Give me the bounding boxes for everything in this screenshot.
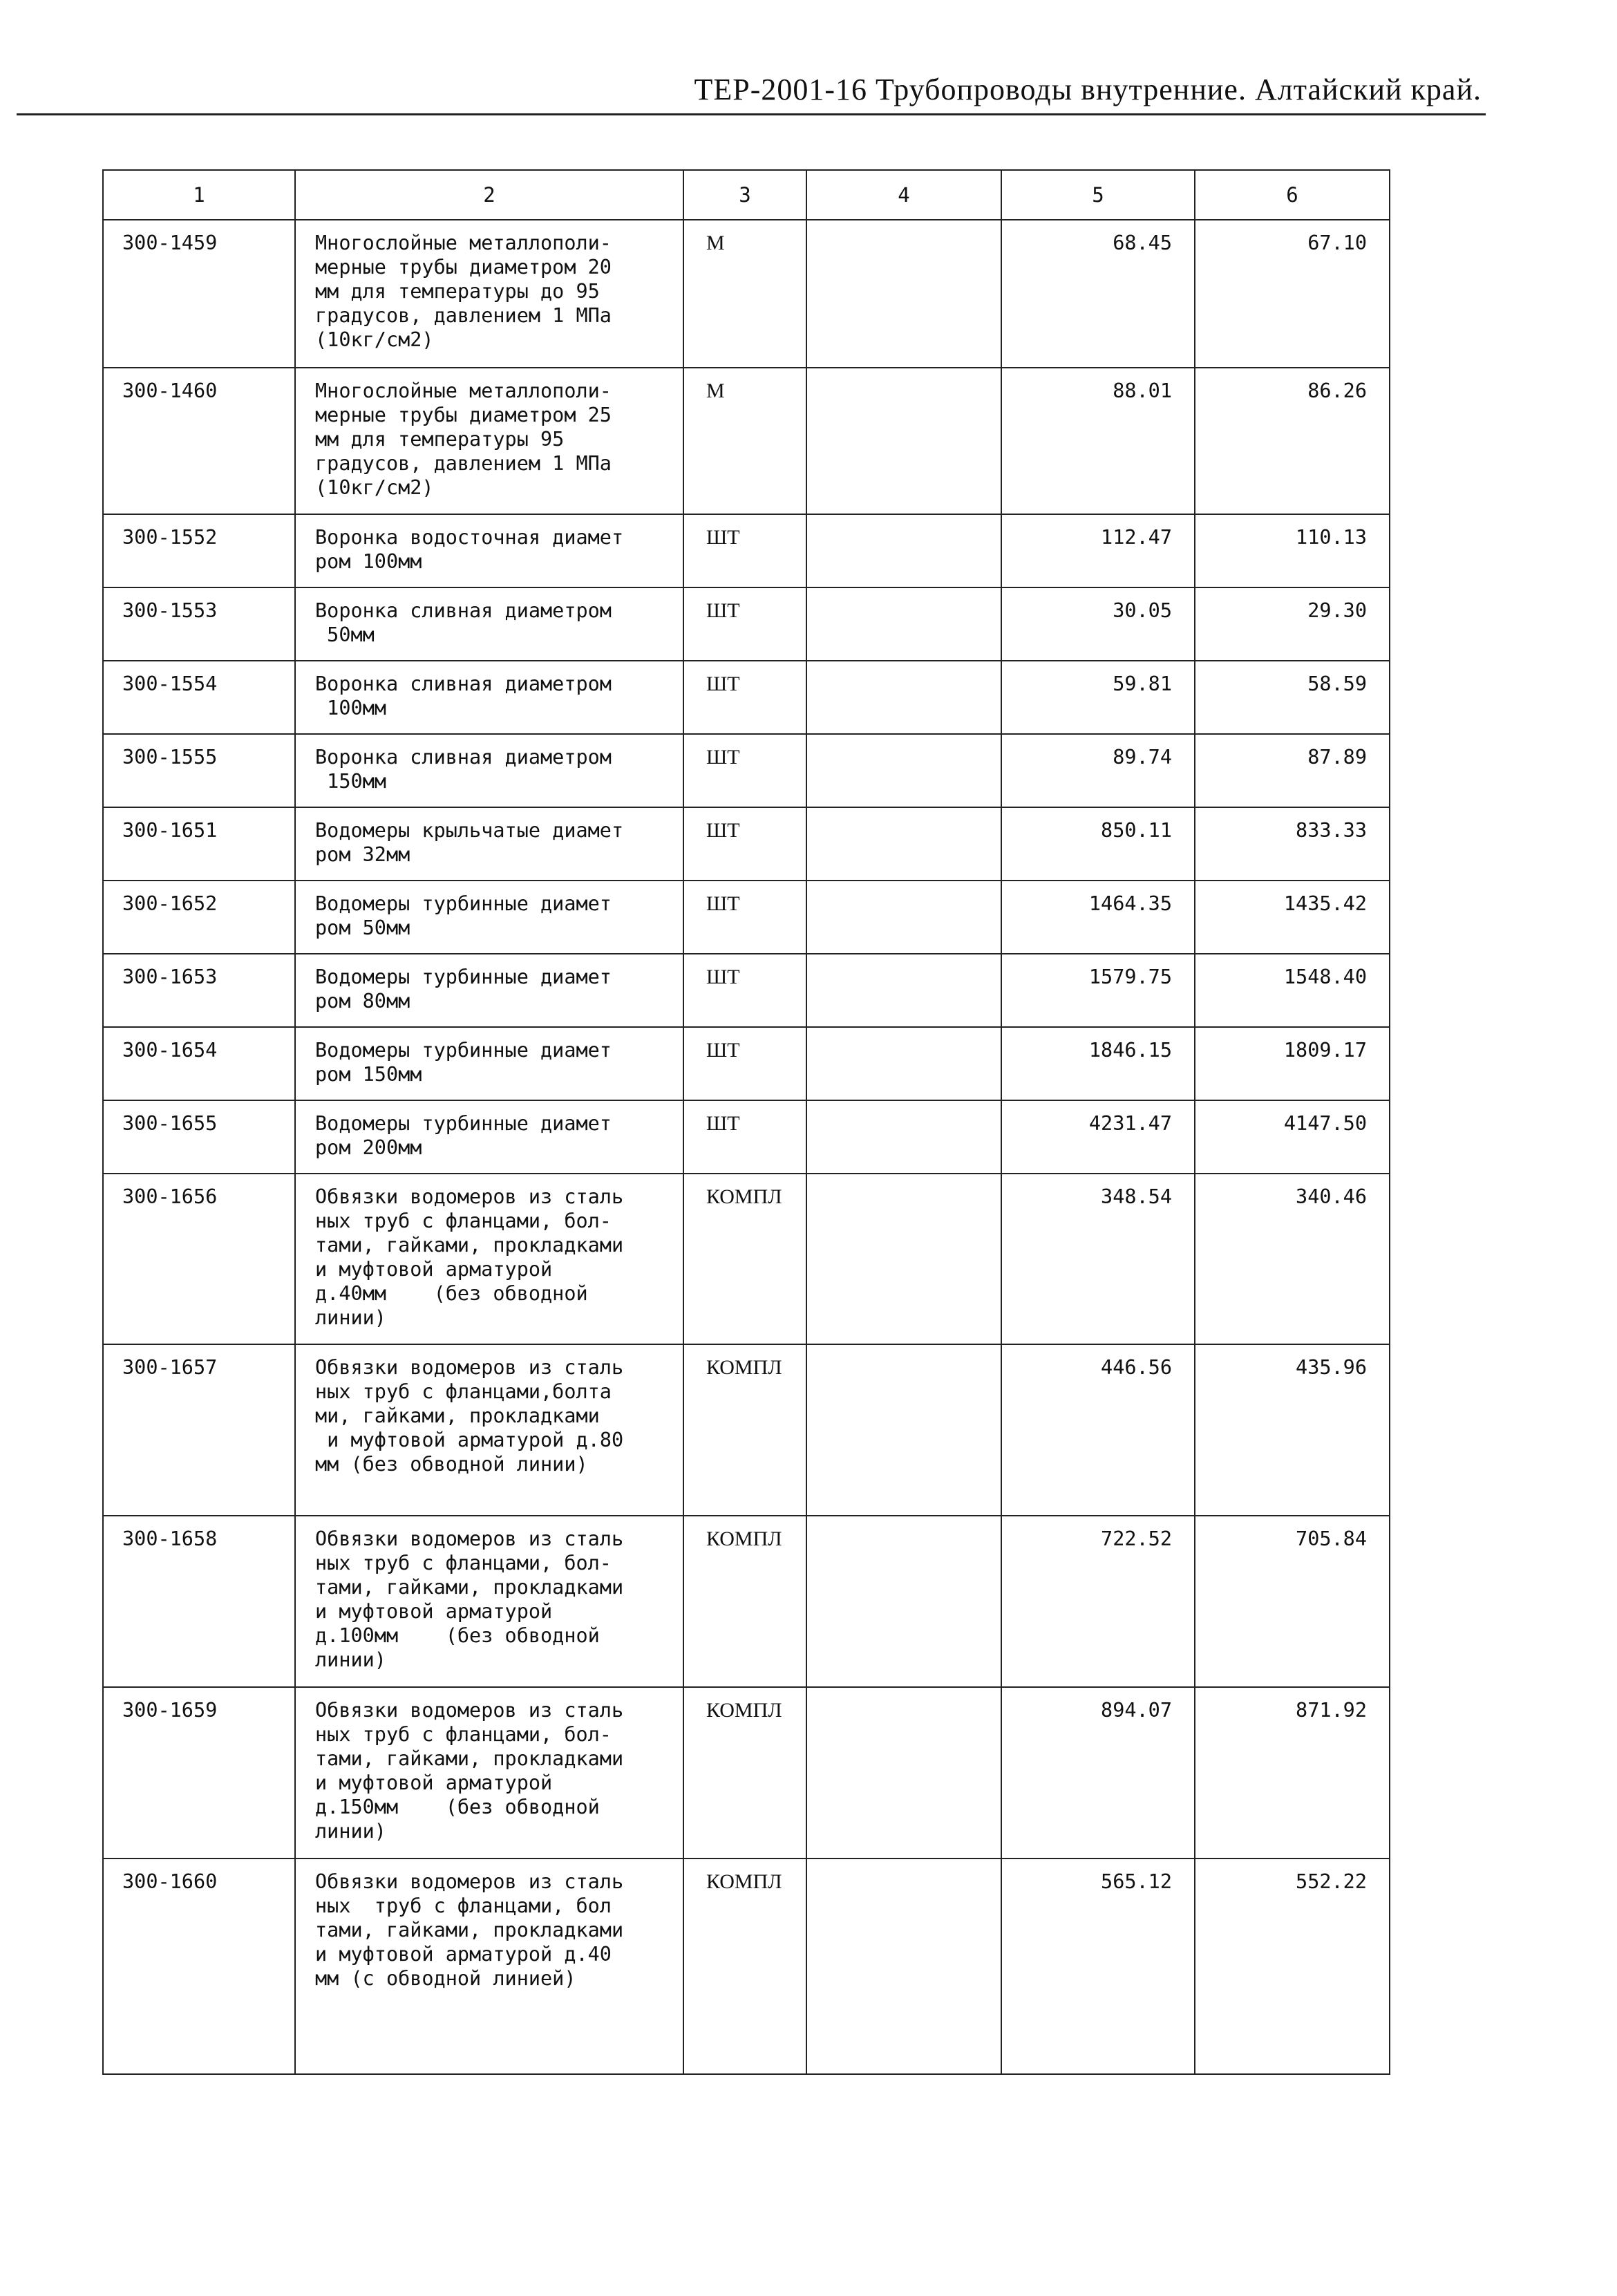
row-name: Многослойные металлополи- мерные трубы диаметром 25 мм для температуры 95 градусов, давлением 1 МПа (10кг/см2) [295, 368, 683, 514]
table-row [103, 661, 1390, 734]
row-code: 300-1654 [103, 1027, 295, 1100]
row-col4 [806, 1687, 1001, 1859]
column-header: 4 [806, 170, 1001, 220]
row-name: Водомеры турбинные диамет ром 200мм [295, 1100, 683, 1174]
row-unit: ШТ [683, 587, 806, 661]
row-name: Водомеры турбинные диамет ром 50мм [295, 881, 683, 954]
row-value-6: 67.10 [1195, 220, 1390, 368]
row-code: 300-1655 [103, 1100, 295, 1174]
row-col4 [806, 1027, 1001, 1100]
page-header-title: ТЕР-2001-16 Трубопроводы внутренние. Алтайский край. [694, 73, 1482, 106]
row-col4 [806, 587, 1001, 661]
row-unit: ШТ [683, 881, 806, 954]
row-value-6: 871.92 [1195, 1687, 1390, 1859]
table-row [103, 1859, 1390, 2074]
row-value-5: 88.01 [1001, 368, 1195, 514]
row-value-5: 722.52 [1001, 1516, 1195, 1687]
row-code: 300-1652 [103, 881, 295, 954]
row-name: Воронка водосточная диамет ром 100мм [295, 514, 683, 587]
row-code: 300-1553 [103, 587, 295, 661]
row-unit: ШТ [683, 1100, 806, 1174]
row-name: Обвязки водомеров из сталь ных труб с фланцами, бол- тами, гайками, прокладками и муфтовой арматурой д.150мм (без обводной линии) [295, 1687, 683, 1859]
row-col4 [806, 220, 1001, 368]
row-unit: КОМПЛ [683, 1344, 806, 1516]
row-code: 300-1658 [103, 1516, 295, 1687]
row-unit: ШТ [683, 1027, 806, 1100]
row-value-6: 87.89 [1195, 734, 1390, 807]
row-name: Многослойные металлополи- мерные трубы диаметром 20 мм для температуры до 95 градусов, давлением 1 МПа (10кг/см2) [295, 220, 683, 368]
table-row [103, 1516, 1390, 1687]
row-col4 [806, 514, 1001, 587]
row-code: 300-1460 [103, 368, 295, 514]
row-value-6: 435.96 [1195, 1344, 1390, 1516]
row-code: 300-1656 [103, 1174, 295, 1344]
header-rule [17, 113, 1486, 115]
row-code: 300-1459 [103, 220, 295, 368]
table-row [103, 881, 1390, 954]
row-value-5: 446.56 [1001, 1344, 1195, 1516]
row-name: Обвязки водомеров из сталь ных труб с фланцами, бол тами, гайками, прокладками и муфтовой арматурой д.40 мм (с обводной линией) [295, 1859, 683, 2074]
row-col4 [806, 661, 1001, 734]
row-value-6: 4147.50 [1195, 1100, 1390, 1174]
row-unit: ШТ [683, 954, 806, 1027]
column-header: 3 [683, 170, 806, 220]
row-value-6: 1809.17 [1195, 1027, 1390, 1100]
price-table [102, 169, 1390, 2075]
table-row [103, 587, 1390, 661]
table-row [103, 1344, 1390, 1516]
row-value-5: 4231.47 [1001, 1100, 1195, 1174]
row-col4 [806, 734, 1001, 807]
row-code: 300-1552 [103, 514, 295, 587]
row-value-5: 30.05 [1001, 587, 1195, 661]
row-value-6: 705.84 [1195, 1516, 1390, 1687]
row-code: 300-1657 [103, 1344, 295, 1516]
row-value-5: 112.47 [1001, 514, 1195, 587]
table-row [103, 1687, 1390, 1859]
row-unit: М [683, 368, 806, 514]
row-value-5: 894.07 [1001, 1687, 1195, 1859]
row-code: 300-1651 [103, 807, 295, 881]
row-value-6: 1548.40 [1195, 954, 1390, 1027]
table-header [103, 170, 1390, 220]
row-unit: М [683, 220, 806, 368]
row-value-6: 86.26 [1195, 368, 1390, 514]
row-unit: КОМПЛ [683, 1859, 806, 2074]
row-name: Обвязки водомеров из сталь ных труб с фланцами, бол- тами, гайками, прокладками и муфтовой арматурой д.40мм (без обводной линии) [295, 1174, 683, 1344]
row-value-5: 348.54 [1001, 1174, 1195, 1344]
row-code: 300-1660 [103, 1859, 295, 2074]
row-value-5: 565.12 [1001, 1859, 1195, 2074]
row-unit: КОМПЛ [683, 1516, 806, 1687]
row-code: 300-1653 [103, 954, 295, 1027]
row-col4 [806, 1516, 1001, 1687]
row-value-6: 1435.42 [1195, 881, 1390, 954]
row-col4 [806, 881, 1001, 954]
row-col4 [806, 1100, 1001, 1174]
row-name: Водомеры турбинные диамет ром 80мм [295, 954, 683, 1027]
row-code: 300-1659 [103, 1687, 295, 1859]
row-value-5: 89.74 [1001, 734, 1195, 807]
row-unit: КОМПЛ [683, 1174, 806, 1344]
row-col4 [806, 1859, 1001, 2074]
row-col4 [806, 1344, 1001, 1516]
row-value-5: 68.45 [1001, 220, 1195, 368]
row-col4 [806, 368, 1001, 514]
row-value-5: 850.11 [1001, 807, 1195, 881]
row-value-6: 552.22 [1195, 1859, 1390, 2074]
table-row [103, 734, 1390, 807]
column-header: 1 [103, 170, 295, 220]
row-unit: КОМПЛ [683, 1687, 806, 1859]
row-value-5: 1846.15 [1001, 1027, 1195, 1100]
row-name: Водомеры турбинные диамет ром 150мм [295, 1027, 683, 1100]
row-unit: ШТ [683, 734, 806, 807]
row-col4 [806, 954, 1001, 1027]
row-value-6: 29.30 [1195, 587, 1390, 661]
row-value-6: 58.59 [1195, 661, 1390, 734]
row-code: 300-1555 [103, 734, 295, 807]
table-row [103, 1100, 1390, 1174]
table-row [103, 220, 1390, 368]
table-row [103, 514, 1390, 587]
row-unit: ШТ [683, 661, 806, 734]
table-body [103, 220, 1390, 2074]
row-value-6: 110.13 [1195, 514, 1390, 587]
row-name: Обвязки водомеров из сталь ных труб с фланцами, бол- тами, гайками, прокладками и муфтовой арматурой д.100мм (без обводной линии) [295, 1516, 683, 1687]
table-row [103, 954, 1390, 1027]
row-name: Воронка сливная диаметром 100мм [295, 661, 683, 734]
header-row [103, 170, 1390, 220]
row-value-6: 340.46 [1195, 1174, 1390, 1344]
row-unit: ШТ [683, 807, 806, 881]
row-col4 [806, 1174, 1001, 1344]
table-row [103, 1027, 1390, 1100]
row-name: Воронка сливная диаметром 50мм [295, 587, 683, 661]
column-header: 6 [1195, 170, 1390, 220]
row-name: Обвязки водомеров из сталь ных труб с фланцами,болта ми, гайками, прокладками и муфтовой арматурой д.80 мм (без обводной линии) [295, 1344, 683, 1516]
row-name: Воронка сливная диаметром 150мм [295, 734, 683, 807]
row-value-5: 59.81 [1001, 661, 1195, 734]
row-value-6: 833.33 [1195, 807, 1390, 881]
row-value-5: 1579.75 [1001, 954, 1195, 1027]
table-row [103, 807, 1390, 881]
row-name: Водомеры крыльчатые диамет ром 32мм [295, 807, 683, 881]
column-header: 2 [295, 170, 683, 220]
table-row [103, 1174, 1390, 1344]
row-value-5: 1464.35 [1001, 881, 1195, 954]
table-row [103, 368, 1390, 514]
column-header: 5 [1001, 170, 1195, 220]
row-unit: ШТ [683, 514, 806, 587]
row-col4 [806, 807, 1001, 881]
row-code: 300-1554 [103, 661, 295, 734]
